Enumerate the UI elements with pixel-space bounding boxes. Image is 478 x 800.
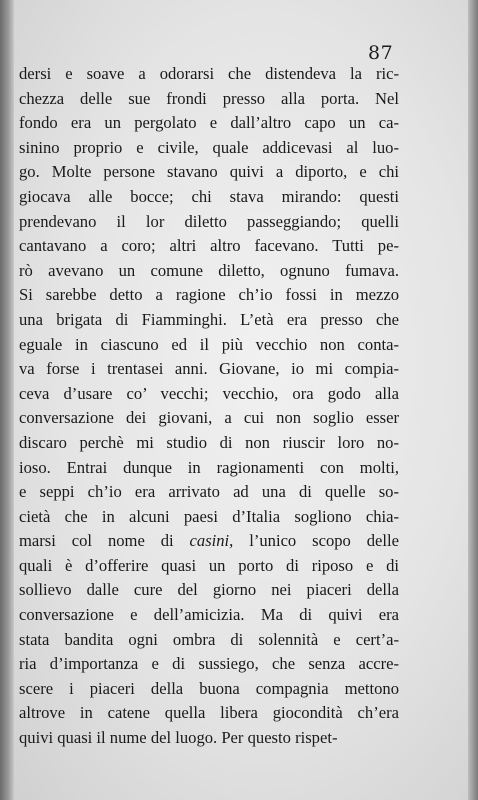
text-line: ioso. Entrai dunque in ragionamenti con molti, [19, 457, 399, 477]
page-number: 87 [368, 42, 394, 64]
text-line: scere i piaceri della buona compagnia mettono [19, 678, 399, 698]
text-segment: marsi col nome di [19, 531, 190, 551]
text-line: chezza delle sue frondi presso alla porta. Nel [19, 88, 399, 108]
text-line: fondo era un pergolato e dall’altro capo un ca- [19, 113, 399, 133]
body-text [19, 62, 399, 751]
text-line: prendevano il lor diletto passeggiando; quelli [19, 211, 399, 231]
text-line: go. Molte persone stavano quivi a diporto, e chi [19, 162, 399, 182]
text-line: stata bandita ogni ombra di solennità e cert’a- [19, 629, 399, 649]
page-edge-shadow [468, 0, 478, 800]
text-line: discaro perchè mi studio di non riuscir loro no- [19, 432, 399, 452]
text-line: sinino proprio e civile, quale addicevasi al luo- [19, 137, 399, 157]
text-line: conversazione e dell’amicizia. Ma di quivi era [19, 605, 399, 625]
text-line: eguale in ciascuno ed il più vecchio non conta- [19, 334, 399, 354]
text-line: una brigata di Fiamminghi. L’età era presso che [19, 309, 399, 329]
text-line: ceva d’usare co’ vecchi; vecchio, ora godo alla [19, 383, 399, 403]
text-line: Si sarebbe detto a ragione ch’io fossi in mezzo [19, 285, 399, 305]
text-line: va forse i trentasei anni. Giovane, io mi compia- [19, 359, 399, 379]
text-line: sollievo dalle cure del giorno nei piaceri della [19, 580, 399, 600]
italic-term: casini [189, 531, 230, 551]
text-line: ria d’importanza e di sussiego, che senza accre- [19, 654, 399, 674]
text-line: quali è d’offerire quasi un porto di riposo e di [19, 555, 399, 575]
text-line-with-italic [19, 529, 399, 554]
text-line: conversazione dei giovani, a cui non soglio esser [19, 408, 399, 428]
text-line: cantavano a coro; altri altro facevano. Tutti pe- [19, 236, 399, 256]
text-line: cietà che in alcuni paesi d’Italia sogliono chia- [19, 506, 399, 526]
text-line: rò avevano un comune diletto, ognuno fumava. [19, 260, 399, 280]
text-line: e seppi ch’io era arrivato ad una di quelle so- [19, 482, 399, 502]
text-line: altrove in catene quella libera giocondità ch’era [19, 703, 399, 723]
text-segment: , l’unico scopo delle [229, 531, 399, 551]
book-gutter-shadow [0, 0, 14, 800]
text-line: giocava alle bocce; chi stava mirando: questi [19, 186, 399, 206]
text-line: quivi quasi il nume del luogo. Per questo rispet- [19, 728, 338, 748]
text-line: dersi e soave a odorarsi che distendeva la ric- [19, 64, 399, 83]
